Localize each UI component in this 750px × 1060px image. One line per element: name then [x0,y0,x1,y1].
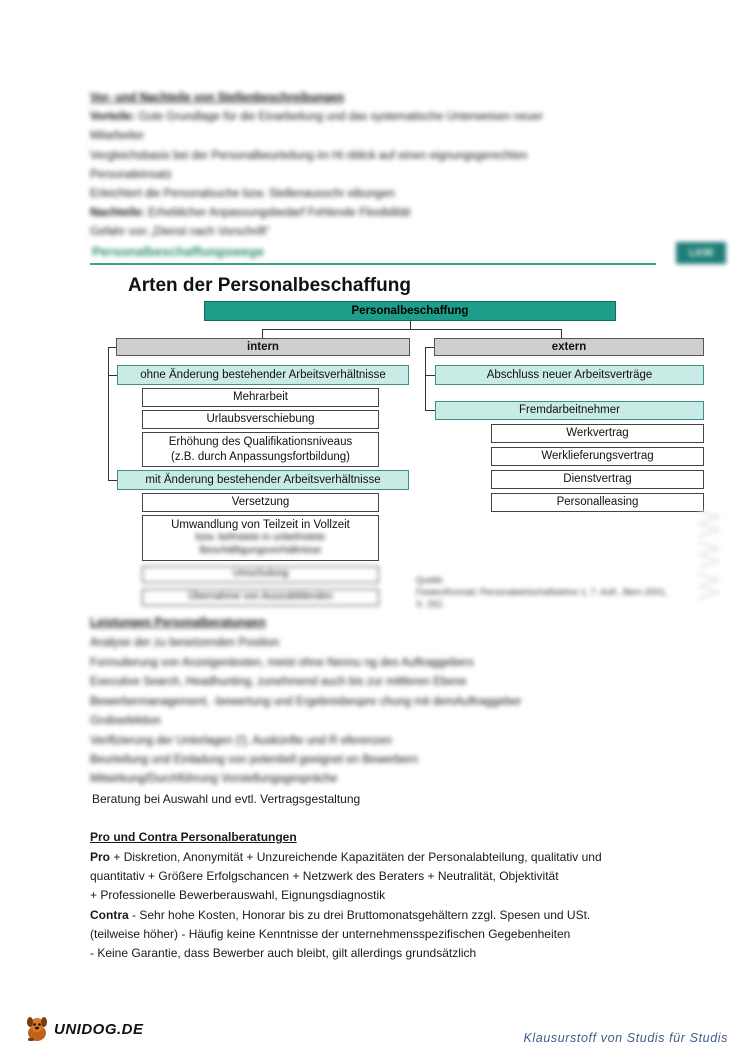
source-line: Festen/Konrad: Personalwirtschaftslehre 1, 7. Aufl., Bern 2001, [416,587,668,598]
diagram-title: Arten der Personalbeschaffung [128,275,411,296]
contra-line: Contra - Sehr hohe Kosten, Honorar bis zu drei Bruttomonatsgehältern zzgl. Spesen und USt. [90,908,591,922]
text-line: Personaleinsatz [90,169,172,181]
connector [425,375,435,376]
text-line: Verifizierung der Unterlagen (!), Auskünfte und R eferenzen [90,735,392,747]
section-heading: Vor- und Nachteile von Stellenbeschreibungen [90,92,345,104]
text-line: Gefahr von „Dienst nach Vorschrift“ [90,226,270,238]
node-personalleasing: Personalleasing [491,493,704,512]
connector [425,410,435,411]
node-line: Erhöhung des Qualifikationsniveaus [168,436,353,449]
text-line: Mitarbeiter [90,130,145,142]
node-line: Umwandlung von Teilzeit in Vollzeit [171,519,350,531]
node-ohne-aenderung: ohne Änderung bestehender Arbeitsverhältnisse [117,365,409,385]
connector [108,347,116,348]
connector [108,347,109,481]
contra-line: (teilweise höher) - Häufig keine Kenntnisse der unternehmensspezifischen Gegebenheiten [90,927,571,941]
dog-mascot-icon [22,1014,52,1044]
connector [425,347,434,348]
text-line: Vergleichsbasis bei der Personalbeurteilung im Hi nblick auf einen eignungsgerechten [90,150,528,162]
text-line: Bewerbermanagement, -bewertung und Ergebnisbespre chung mit demAuftraggeber [90,696,522,708]
section-heading: Leistungen Personalberatungen [90,617,266,629]
node-line: bzw. befristete in unbefristete [195,532,326,544]
contra-line: - Keine Garantie, dass Bewerber auch bleibt, gilt allerdings grundsätzlich [90,946,477,960]
node-werklieferungsvertrag: Werklieferungsvertrag [491,447,704,466]
node-teilzeit-vollzeit [142,515,379,561]
node-werkvertrag: Werkvertrag [491,424,704,443]
text-line: Beurteilung und Einladung von potentiell geeignet en Bewerbern [90,754,418,766]
node-mit-aenderung: mit Änderung bestehender Arbeitsverhältnisse [117,470,409,490]
node-fremdarbeitnehmer: Fremdarbeitnehmer [435,401,704,420]
connector [262,329,263,338]
slide-header-label: Personalbeschaffungswege [92,244,264,259]
text-line: Analyse der zu besetzenden Position [90,637,280,649]
node-intern: intern [116,338,410,356]
text-line: Erleichtert die Personalsuche bzw. Stellenausschr eibungen [90,188,395,200]
watermark: www [686,505,728,600]
text-line: Executive Search, Headhunting, zunehmend auch bis zur mittleren Ebene [90,676,467,688]
source-line: S. 262. [416,599,445,610]
node-dienstvertrag: Dienstvertrag [491,470,704,489]
source-line: Quelle: [416,575,445,585]
text-line: Grobselektion [90,715,161,727]
footer-tagline: Klausurstoff von Studis für Studis [523,1031,728,1045]
connector [262,329,562,330]
connector [561,329,562,338]
connector [108,480,117,481]
node-line: (z.B. durch Anpassungsfortbildung) [171,450,350,463]
node-versetzung: Versetzung [142,493,379,512]
unidog-logo[interactable] [22,1014,144,1044]
text-line-beratung: Beratung bei Auswahl und evtl. Vertragsgestaltung [92,792,361,806]
connector [108,375,117,376]
node-personalbeschaffung: Personalbeschaffung [204,301,616,321]
slide-header-rule [90,263,656,265]
pro-line: quantitativ + Größere Erfolgschancen + Netzwerk des Beraters + Neutralität, Objektivität [90,869,559,883]
node-urlaubsverschiebung: Urlaubsverschiebung [142,410,379,429]
node-mehrarbeit: Mehrarbeit [142,388,379,407]
slide-logo: LKM [676,242,726,264]
text-line: Mitwirkung/Durchführung Vorstellungsgespräche [90,773,338,785]
node-line: Beschäftigungsverhältnisse [199,544,322,556]
connector [410,321,411,329]
logo-text: UNIDOG.DE [54,1020,144,1038]
node-neue-arbeitsvertraege: Abschluss neuer Arbeitsverträge [435,365,704,385]
node-extern: extern [434,338,704,356]
text-line: Nachteile: Erheblicher Anpassungsbedarf Fehlende Flexibilität [90,207,411,219]
text-line: Vorteile: Gute Grundlage für die Einarbeitung und das systematische Unterweisen neuer [90,111,544,123]
node-umschulung: Umschulung [142,566,379,583]
diagram-source [416,574,667,610]
node-qualifikationsniveau [142,432,379,467]
pro-line: Pro + Diskretion, Anonymität + Unzureichende Kapazitäten der Personalabteilung, qualitativ und [90,850,602,864]
section-heading-pro-contra: Pro und Contra Personalberatungen [90,830,297,844]
pro-line: + Professionelle Bewerberauswahl, Eignungsdiagnostik [90,888,386,902]
text-line: Formulierung von Anzeigentexten, meist ohne Nennu ng des Auftraggebers [90,657,474,669]
connector [425,347,426,411]
node-uebernahme-azubis: Übernahme von Auszubildenden [142,589,379,606]
